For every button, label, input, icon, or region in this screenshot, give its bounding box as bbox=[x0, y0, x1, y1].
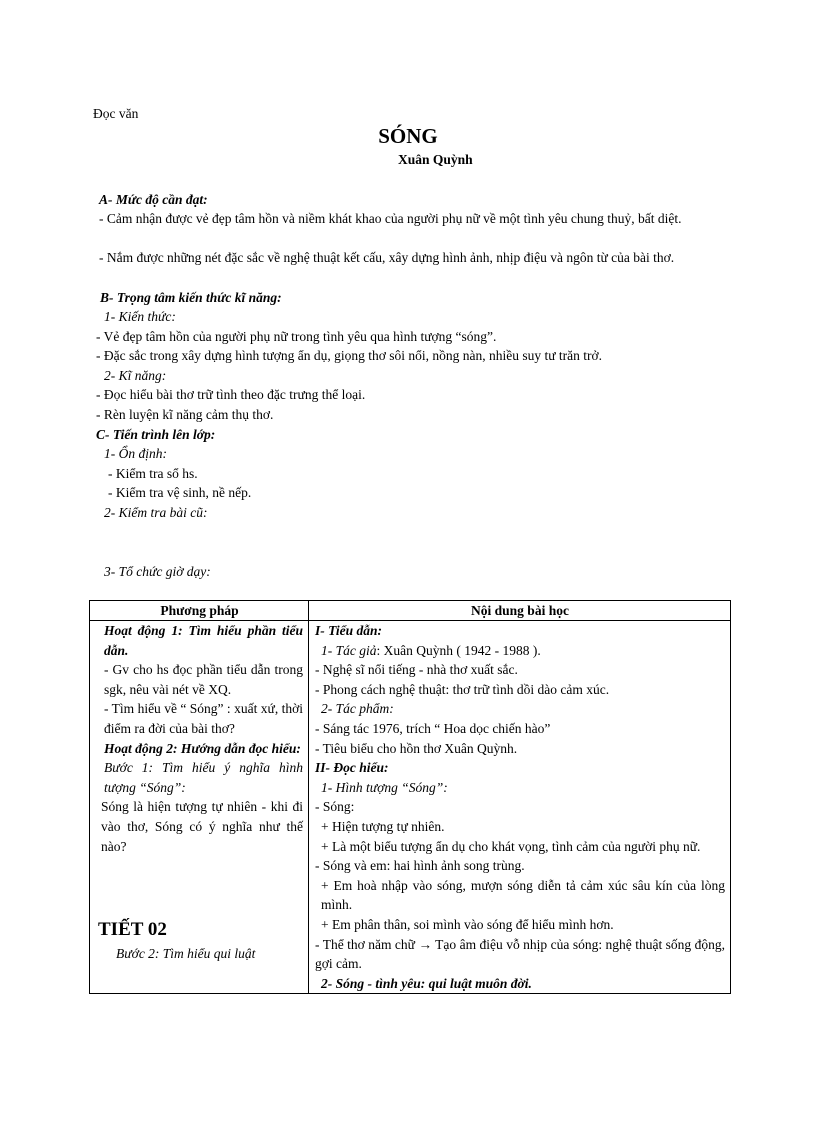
part1-heading: I- Tiểu dẫn: bbox=[315, 623, 382, 638]
song-label: - Sóng: bbox=[315, 799, 355, 815]
section-a-item-2: - Nắm được những nét đặc sắc về nghệ thuật kết cấu, xây dựng hình ảnh, nhịp điệu và ngôn từ của bài thơ. bbox=[99, 250, 675, 265]
pair-line: - Sóng và em: hai hình ảnh song trùng. bbox=[315, 858, 525, 874]
part2-heading: II- Đọc hiểu: bbox=[315, 760, 389, 776]
step1-question: Sóng là hiện tượng tự nhiên - khi đi vào thơ, Sóng có ý nghĩa như thế nào? bbox=[101, 799, 303, 854]
table-row bbox=[90, 621, 731, 994]
knowledge-item-2: - Đặc sắc trong xây dựng hình tượng ẩn dụ, giọng thơ sôi nổi, nồng nàn, nhiều suy tư trăn trở. bbox=[96, 348, 603, 363]
law-heading: 2- Sóng - tình yêu: qui luật muôn đời. bbox=[321, 975, 532, 991]
author-line-2: - Phong cách nghệ thuật: thơ trữ tình dồi dào cảm xúc. bbox=[315, 681, 610, 697]
subject-label: Đọc văn bbox=[93, 106, 139, 121]
work-heading: 2- Tác phẩm: bbox=[321, 701, 394, 717]
lesson-table bbox=[89, 600, 731, 994]
author-label: 1- Tác giả bbox=[321, 642, 377, 658]
pair-item-1: + Em hoà nhập vào sóng, mượn sóng diễn tả cảm xúc sâu kín của lòng mình. bbox=[321, 877, 725, 913]
step1-item-1: - Kiểm tra sổ hs. bbox=[108, 466, 198, 481]
activity1-line-1: - Gv cho hs đọc phần tiểu dẫn trong sgk, nêu vài nét về XQ. bbox=[104, 662, 303, 697]
tiet-label: TIẾT 02 bbox=[98, 919, 167, 941]
pair-item-2: + Em phân thân, soi mình vào sóng để hiểu mình hơn. bbox=[321, 916, 614, 932]
song-item-1: + Hiện tượng tự nhiên. bbox=[321, 818, 445, 834]
step1-item-2: - Kiểm tra vệ sinh, nề nếp. bbox=[108, 485, 252, 500]
knowledge-item-1: - Vẻ đẹp tâm hồn của người phụ nữ trong tình yêu qua hình tượng “sóng”. bbox=[96, 329, 497, 344]
author-text: : Xuân Quỳnh ( 1942 - 1988 ). bbox=[376, 642, 541, 658]
author-line bbox=[315, 641, 725, 661]
col-header-method: Phương pháp bbox=[90, 601, 309, 621]
skills-heading: 2- Kĩ năng: bbox=[104, 368, 167, 383]
activity1-title: Hoạt động 1: Tìm hiểu phần tiểu dẫn. bbox=[104, 623, 303, 658]
table-header-row bbox=[90, 601, 731, 621]
form-line: - Thể thơ năm chữ → Tạo âm điệu vỗ nhịp của sóng: nghệ thuật sống động, gợi cảm. bbox=[315, 936, 725, 972]
activity1-line-2: - Tìm hiểu về “ Sóng” : xuất xứ, thời điểm ra đời của bài thơ? bbox=[104, 701, 303, 736]
section-b-heading: B- Trọng tâm kiến thức kĩ năng: bbox=[100, 290, 282, 305]
author-line-1: - Nghệ sĩ nổi tiếng - nhà thơ xuất sắc. bbox=[315, 662, 518, 678]
page-title: SÓNG bbox=[378, 124, 438, 148]
method-cell bbox=[90, 621, 309, 994]
image-heading: 1- Hình tượng “Sóng”: bbox=[321, 779, 448, 795]
skills-item-2: - Rèn luyện kĩ năng cảm thụ thơ. bbox=[96, 407, 274, 422]
spacer bbox=[96, 856, 303, 914]
activity2-title: Hoạt động 2: Hướng dẫn đọc hiểu: bbox=[104, 740, 301, 756]
section-a-item-1: - Cảm nhận được vẻ đẹp tâm hồn và niềm khát khao của người phụ nữ về một tình yêu chung thuỷ, bất diệt. bbox=[99, 211, 682, 226]
author-name: Xuân Quỳnh bbox=[398, 152, 473, 167]
step2-title: Bước 2: Tìm hiểu qui luật bbox=[116, 945, 256, 961]
col-header-content: Nội dung bài học bbox=[309, 601, 731, 621]
step1-heading: 1- Ổn định: bbox=[104, 446, 167, 461]
work-line-2: - Tiêu biểu cho hồn thơ Xuân Quỳnh. bbox=[315, 740, 518, 756]
section-c-heading: C- Tiến trình lên lớp: bbox=[96, 427, 216, 442]
section-a-heading: A- Mức độ cần đạt: bbox=[99, 192, 208, 207]
step3-heading: 3- Tổ chức giờ dạy: bbox=[104, 564, 211, 579]
step1-title: Bước 1: Tìm hiểu ý nghĩa hình tượng “Sóng”: bbox=[104, 760, 303, 795]
work-line-1: - Sáng tác 1976, trích “ Hoa dọc chiến hào” bbox=[315, 720, 551, 736]
knowledge-heading: 1- Kiến thức: bbox=[104, 309, 176, 324]
step2-heading: 2- Kiểm tra bài cũ: bbox=[104, 505, 208, 520]
skills-item-1: - Đọc hiểu bài thơ trữ tình theo đặc trưng thể loại. bbox=[96, 387, 366, 402]
song-item-2: + Là một biểu tượng ẩn dụ cho khát vọng, tình cảm của người phụ nữ. bbox=[321, 838, 701, 854]
content-cell bbox=[309, 621, 731, 994]
